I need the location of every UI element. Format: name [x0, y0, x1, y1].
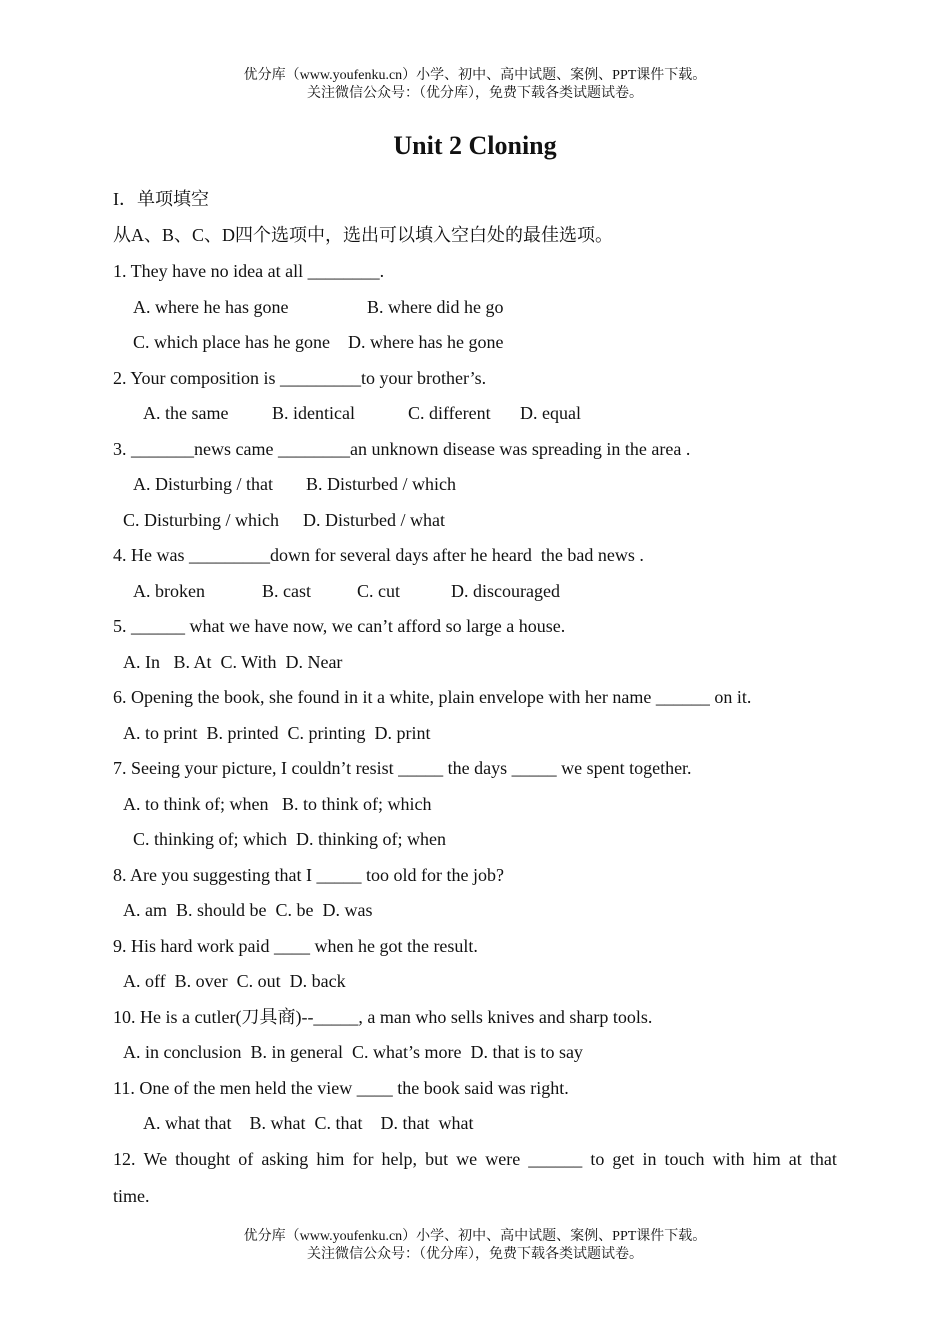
option-4c: C. cut — [357, 581, 400, 601]
option-3b: B. Disturbed / which — [306, 474, 456, 494]
question-12-line-1 — [113, 1148, 837, 1170]
word: for — [352, 1149, 374, 1169]
option-2d: D. equal — [520, 403, 581, 423]
word: thought — [175, 1149, 231, 1169]
question-2: 2. Your composition is _________to your brother’s. — [113, 368, 487, 388]
question-12-line-2: time. — [113, 1186, 150, 1206]
word: at — [788, 1149, 802, 1169]
options-8: A. am B. should be C. be D. was — [123, 900, 373, 920]
word: asking — [261, 1149, 309, 1169]
options-10: A. in conclusion B. in general C. what’s more D. that is to say — [123, 1042, 583, 1062]
option-1a: A. where he has gone — [133, 297, 289, 317]
question-5: 5. ______ what we have now, we can’t afford so large a house. — [113, 616, 566, 636]
options-11: A. what that B. what C. that D. that what — [143, 1113, 474, 1133]
question-1: 1. They have no idea at all ________. — [113, 261, 385, 281]
options-9: A. off B. over C. out D. back — [123, 971, 346, 991]
question-9: 9. His hard work paid ____ when he got the result. — [113, 936, 478, 956]
question-6: 6. Opening the book, she found in it a white, plain envelope with her name ______ on it. — [113, 687, 752, 707]
answer-blank: ______ — [528, 1149, 583, 1169]
question-11: 11. One of the men held the view ____ the book said was right. — [113, 1078, 569, 1098]
option-1d: D. where has he gone — [348, 332, 504, 352]
footer-line-2: 关注微信公众号：（优分库），免费下载各类试题试卷。 — [307, 1247, 643, 1262]
word: him — [752, 1149, 781, 1169]
word: help, — [381, 1149, 418, 1169]
question-7: 7. Seeing your picture, I couldn’t resist _____ the days _____ we spent together. — [113, 758, 692, 778]
option-3a: A. Disturbing / that — [133, 474, 273, 494]
option-1b: B. where did he go — [367, 297, 504, 317]
question-3: 3. _______news came ________an unknown disease was spreading in the area . — [113, 439, 691, 459]
word: that — [809, 1149, 837, 1169]
document-title: Unit 2 Cloning — [393, 131, 557, 160]
question-4: 4. He was _________down for several days after he heard the bad news . — [113, 545, 644, 565]
word: get — [612, 1149, 635, 1169]
word: to — [590, 1149, 605, 1169]
options-6: A. to print B. printed C. printing D. print — [123, 723, 431, 743]
word: 12. — [113, 1149, 136, 1169]
word: We — [143, 1149, 168, 1169]
question-8: 8. Are you suggesting that I _____ too old for the job? — [113, 865, 504, 885]
word: in — [642, 1149, 657, 1169]
section-heading: I．单项填空 — [113, 189, 209, 209]
page-footer — [0, 1228, 950, 1264]
word: were — [485, 1149, 521, 1169]
question-10: 10. He is a cutler(刀具商)--_____, a man who sells knives and sharp tools. — [113, 1007, 653, 1027]
word: him — [316, 1149, 345, 1169]
word: but — [425, 1149, 449, 1169]
option-2c: C. different — [408, 403, 491, 423]
footer-line-1: 优分库（www.youfenku.cn）小学、初中、高中试题、案例、PPT课件下载。 — [243, 1229, 707, 1244]
section-instruction: 从A、B、C、D四个选项中，选出可以填入空白处的最佳选项。 — [113, 225, 614, 245]
option-3c: C. Disturbing / which — [123, 510, 279, 530]
option-3d: D. Disturbed / what — [303, 510, 445, 530]
word: of — [238, 1149, 254, 1169]
header-line-2: 关注微信公众号：（优分库），免费下载各类试题试卷。 — [307, 86, 643, 101]
option-2b: B. identical — [272, 403, 355, 423]
options-5: A. In B. At C. With D. Near — [123, 652, 343, 672]
word: we — [456, 1149, 478, 1169]
option-1c: C. which place has he gone — [133, 332, 330, 352]
option-4a: A. broken — [133, 581, 205, 601]
options-7-cd: C. thinking of; which D. thinking of; when — [133, 829, 446, 849]
option-4d: D. discouraged — [451, 581, 560, 601]
options-7-ab: A. to think of; when B. to think of; which — [123, 794, 432, 814]
header-line-1: 优分库（www.youfenku.cn）小学、初中、高中试题、案例、PPT课件下载。 — [243, 68, 707, 83]
option-2a: A. the same — [143, 403, 229, 423]
option-4b: B. cast — [262, 581, 311, 601]
word: touch — [664, 1149, 705, 1169]
word: with — [712, 1149, 745, 1169]
page-header — [0, 67, 950, 103]
